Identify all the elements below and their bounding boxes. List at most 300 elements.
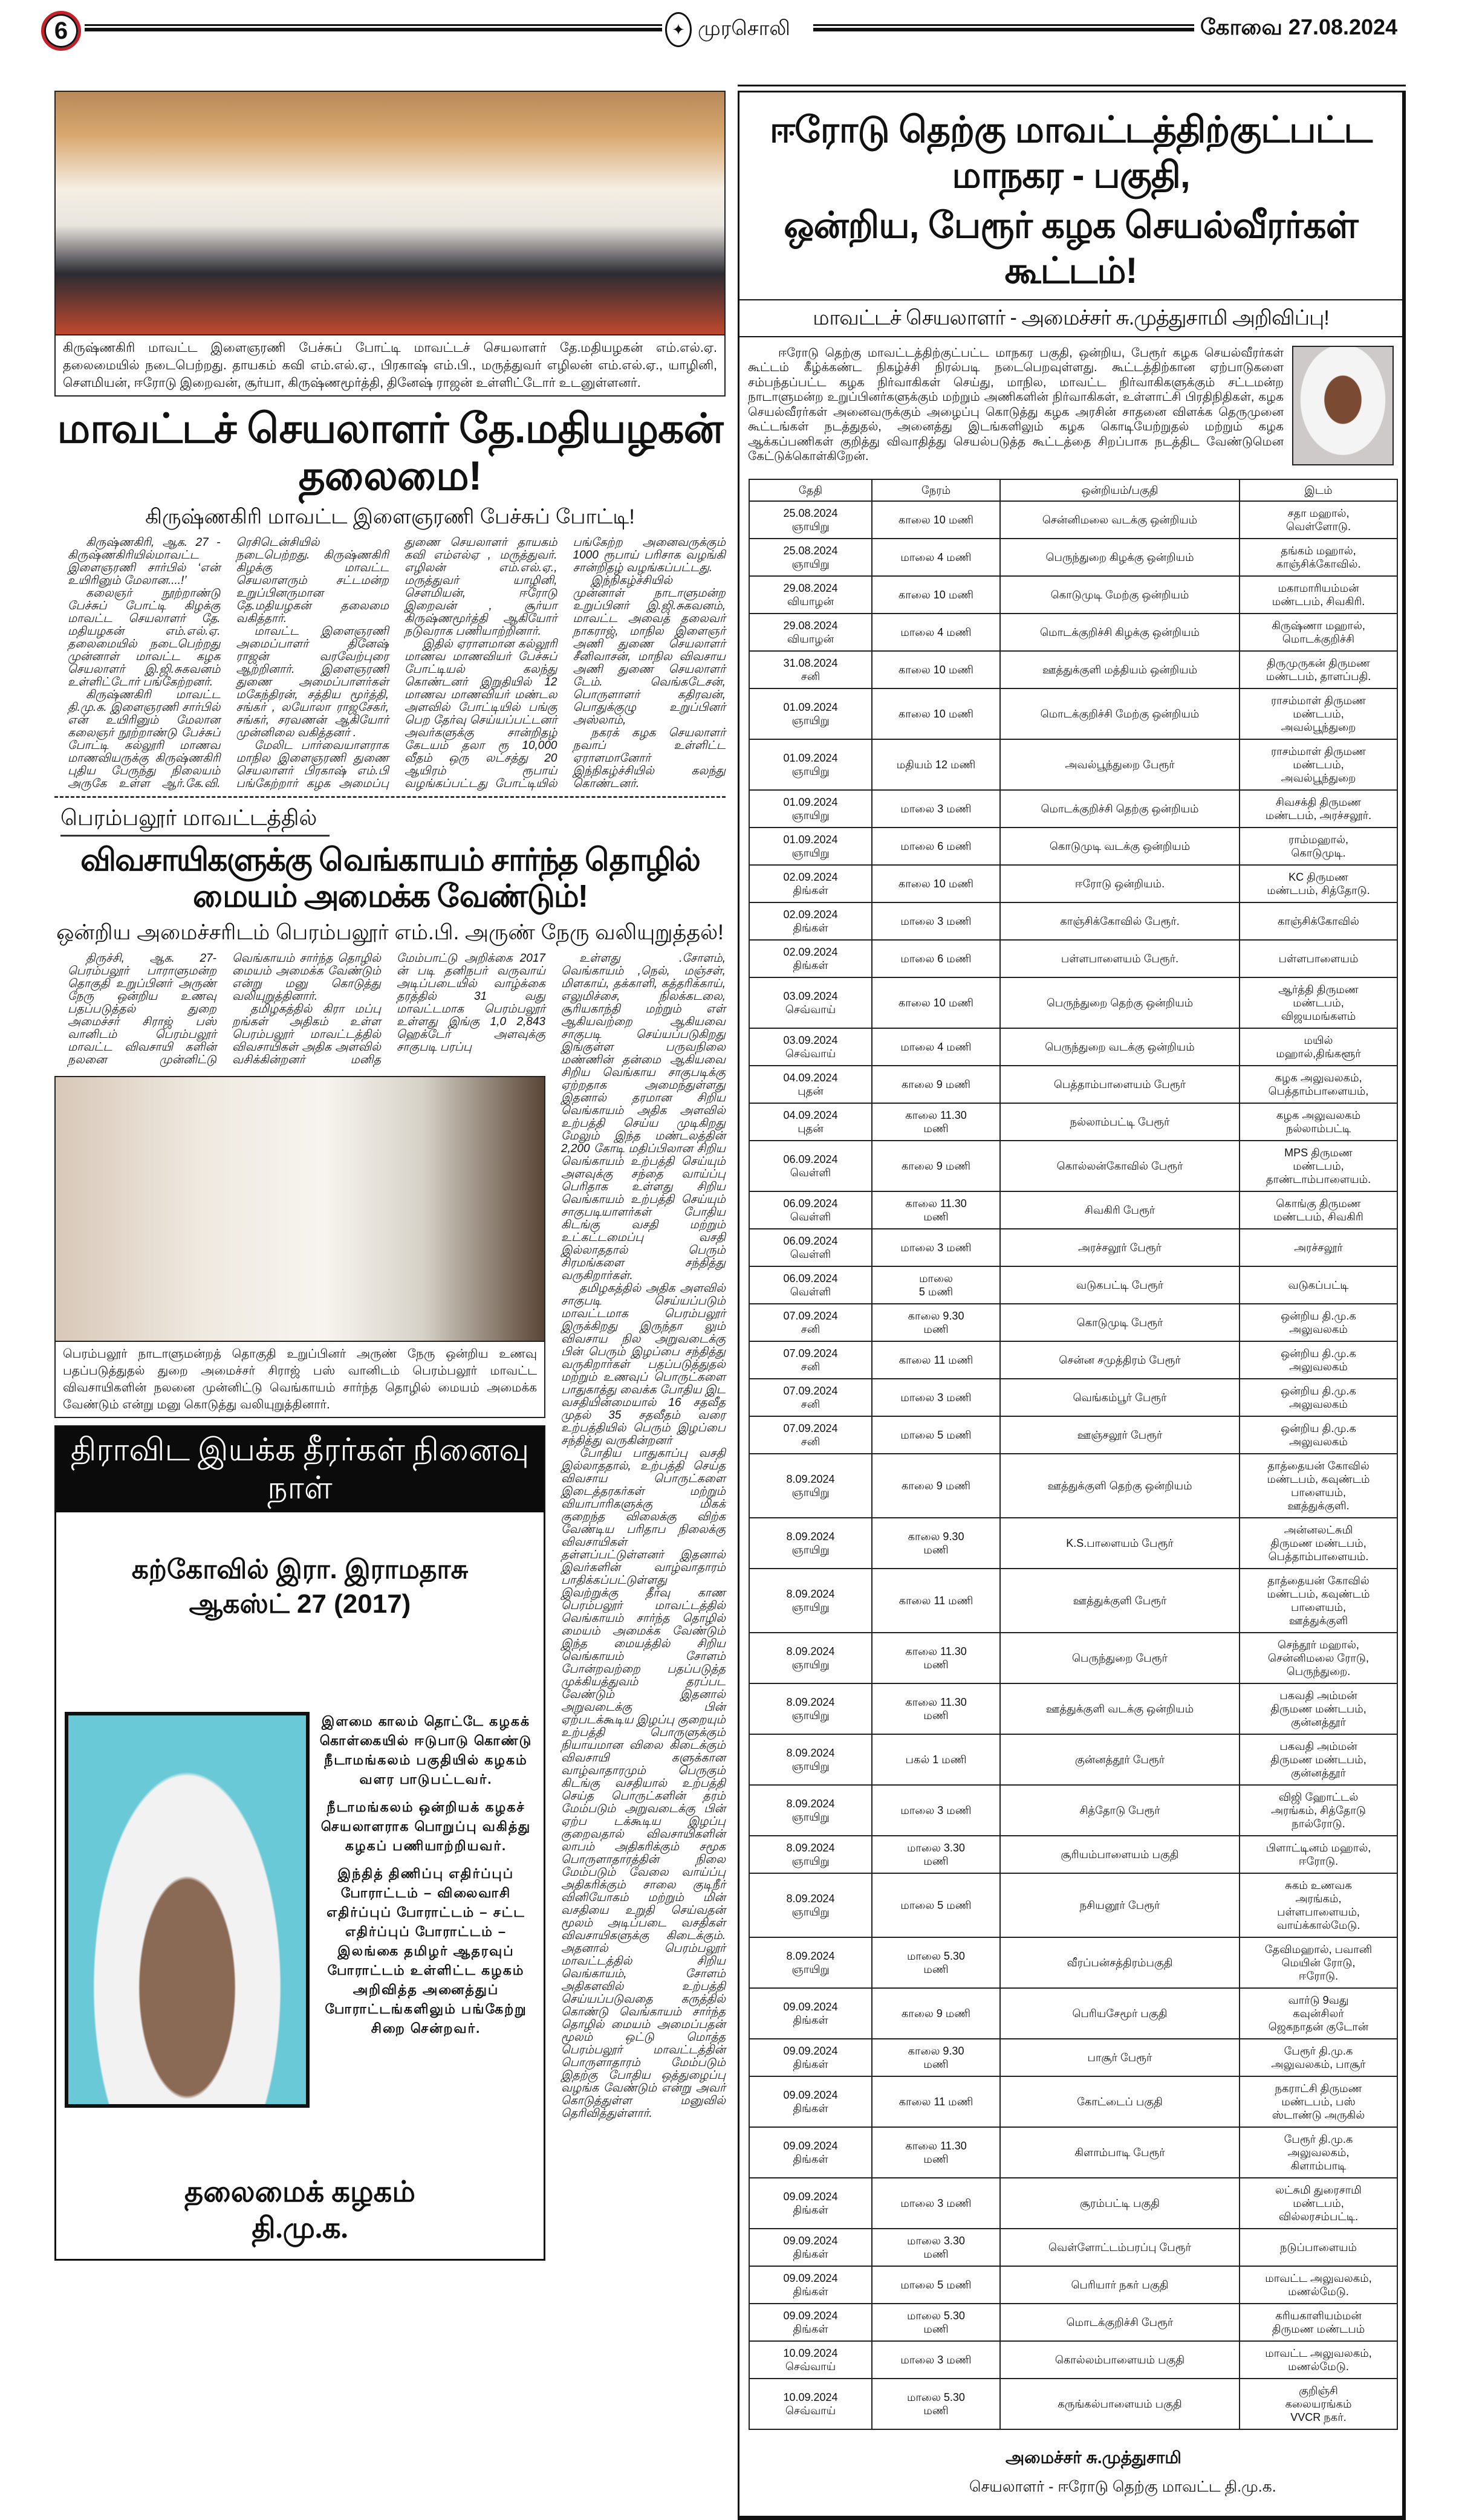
- venue-cell: மாவட்ட அலுவலகம், மணல்மேடு.: [1240, 2266, 1397, 2304]
- table-row: [749, 902, 1397, 940]
- column-header-time: நேரம்: [872, 479, 1000, 501]
- unit-cell: கொல்லன்கோவில் பேரூர்: [1000, 1141, 1240, 1191]
- date: 01.09.2024: [783, 751, 838, 764]
- left-column: [54, 91, 726, 2261]
- table-row: [749, 940, 1397, 977]
- weekday: வெள்ளி: [790, 1210, 831, 1223]
- weekday: திங்கள்: [793, 959, 828, 971]
- table-row: [749, 1304, 1397, 1341]
- date-cell: [749, 651, 872, 688]
- paragraph: கலைஞர் நூற்றாண்டு பேச்சுப் போட்டி கிழக்கு மாவட்ட செயலாளர் தே. மதியழகன் எம்.எல்.ஏ. தலைமையில் நடைபெற்றது முன்னாள் மாவட்ட கழக செயலாளர் இ.ஜி.சுகவனம் உள்ளிட்டோர் பங்கேற்றனர்.: [68, 586, 221, 688]
- weekday: திங்கள்: [793, 2013, 828, 2026]
- unit-cell: கிளாம்பாடி பேரூர்: [1000, 2127, 1240, 2178]
- paragraph: கிருஷ்ணகிரி, ஆக. 27 - கிருஷ்ணகிரியில்மாவட்ட இளைஞரணி சார்பில் ‘என் உயிரினும் மேலான....!’: [68, 536, 221, 587]
- paragraph: போதிய பாதுகாப்பு வசதி இல்லாததால், உற்பத்தி செய்த விவசாய பொருட்களை இடைத்தரகர்கள் மற்றும் வியாபாரிகளுக்கு மிகக் குறைந்த விலைக்கு விற்க வேண்டிய பரிதாப நிலைக்கு விவசாயிகள் தள்ளப்பட்டுள்ளனர் இதனால் இவர்களின் வாழ்வாதாரம் பாதிக்கப்பட்டுள்ளது இவற்றுக்கு தீர்வு காண பெரம்பலூர் மாவட்டத்தில் வெங்காயம் சார்ந்த தொழில் மையம் அமைக்க வேண்டும் இந்த மையத்தில் சிறிய வெங்காயம் சோளம் போன்றவற்றை பதப்படுத்த முக்கியத்துவம் தரப்பட வேண்டும் இதனால் அறுவடைக்கு பின் ஏற்படக்கூடிய இழப்பு குறையும் உற்பத்தி பொருளுக்கும் நியாயமான விலை கிடைக்கும் விவசாயி களுக்கான வாழ்வாதாரமும் பெருகும் கிடங்கு வசதியால் உற்பத்தி செய்த பொருட்களின் தரம் மேம்படும் அறுவடைக்கு பின் ஏற்ப டக்கூடிய இழப்பு குறைவதால் விவசாயிகளின் லாபம் அதிகரிக்கும் சமூக பொருளாதாரத்தின் நிலை மேம்படும் வேலை வாய்ப்பு அதிகரிக்கும் சாலை குடிநீர் வினியோகம் மற்றும் மின் வசதியை உறுதி செய்வதன் மூலம் அடிப்படை வசதிகள் விவசாயிகளுக்கு கிடைக்கும். அதனால் பெரம்பலூர் மாவட்டத்தில் சிறிய வெங்காயம், சோளம் அதிகளவில் உற்பத்தி செய்யப்படுவதை கருத்தில் கொண்டு வெங்காயம் சார்ந்த தொழில் மையம் அமைப்பதன் மூலம் ஒட்டு மொத்த பெரம்பலூர் மாவட்டத்தின் பொருளாதாரம் மேம்படும் இதற்கு போதிய ஒத்துழைப்பு வழங்க வேண்டும் என்று அவர் கொடுத்துள்ள மனுவில் தெரிவித்துள்ளார்.: [561, 1447, 726, 2120]
- time-cell: மாலை 5 மணி: [872, 1266, 1000, 1304]
- header-rule: [813, 24, 1194, 31]
- table-row: [749, 539, 1397, 576]
- unit-cell: ஊத்துக்குளி பேரூர்: [1000, 1569, 1240, 1633]
- unit-cell: ஊத்துக்குளி வடக்கு ஒன்றியம்: [1000, 1683, 1240, 1734]
- time-cell: காலை 9 மணி: [872, 1454, 1000, 1518]
- venue-cell: ராசம்மாள் திருமண மண்டபம், அவல்பூந்துறை: [1240, 688, 1397, 739]
- time-cell: மாலை 3.30 மணி: [872, 2229, 1000, 2266]
- date-cell: [749, 1683, 872, 1734]
- table-row: [749, 1191, 1397, 1229]
- time-cell: மாலை 3 மணி: [872, 2341, 1000, 2379]
- date-cell: [749, 688, 872, 739]
- date-cell: [749, 1379, 872, 1416]
- date: 07.09.2024: [783, 1422, 838, 1434]
- subheadline: கிருஷ்ணகிரி மாவட்ட இளைஞரணி பேச்சுப் போட்டி!: [145, 505, 635, 529]
- photo-caption: கிருஷ்ணகிரி மாவட்ட இளைஞரணி பேச்சுப் போட்டி மாவட்டச் செயலாளர் தே.மதியழகன் எம்.எல்.ஏ. தலைமையில் நடைபெற்றது. தாயகம் கவி எம்.எல்.ஏ., பிரகாஷ் எம்.பி., மருத்துவர் எழிலன் எம்.எல்.ஏ., யாழினி, சௌமியன், ஈரோடு இறைவன், சூர்யா, கிருஷ்ணமூர்த்தி, தினேஷ் ராஜன் உள்ளிட்டோர் உடனுள்ளனர்.: [54, 335, 726, 397]
- weekday: ஞாயிறு: [791, 1854, 830, 1867]
- date: 01.09.2024: [783, 833, 838, 846]
- date: 8.09.2024: [786, 1530, 835, 1543]
- paragraph: இந்நிகழ்ச்சியில் முன்னாள் நாடாளுமன்ற உறுப்பினர் இ.ஜி.சுகவனம், மாவட்ட அவைத் தலைவர் நாகராஜ், மாநில இளைஞர் அணி துணை செயலாளர் சீனிவாசன், மாநில விவசாய அணி துணை செயலாளர் டேம். வெங்கடேசன், பொருளாளர் கதிரவன், பொதுக்குழு உறுப்பினர் அஸ்லாம்,: [573, 574, 726, 727]
- table-row: [749, 2379, 1397, 2429]
- time-cell: மாலை 3 மணி: [872, 2178, 1000, 2229]
- date-cell: [749, 2039, 872, 2076]
- paragraph: உள்ளது .சோளம், வெங்காயம் ,நெல், மஞ்சள், மிளகாய், தக்காளி, கத்தரிக்காய், எலுமிச்சை, நிலக்கடலை, சூரியகாந்தி மற்றும் எள் ஆகியவற்றை ஆகியவை சாகுபடி செய்யப்படுகிறது இங்குள்ள பருவநிலை மண்ணின் தன்மை ஆகியவை சிறிய வெங்காய சாகுபடிக்கு ஏற்றதாக அமைந்துள்ளது இதனால் தரமான சிறிய வெங்காயம் அதிக அளவில் உற்பத்தி செய்ய முடிகிறது மேலும் இந்த மண்டலத்தின் 2,200 கோடி மதிப்பிலான சிறிய வெங்காயம் உற்பத்தி செய்யும் அளவுக்கு சந்தை வாய்ப்பு பெரிதாக உள்ளது சிறிய வெங்காயம் உற்பத்தி செய்யும் சாகுபடியாளர்கள் போதிய கிடங்கு வசதி மற்றும் உட்கட்டமைப்பு வசதி இல்லாததால் பெரும் சிரமங்களை சந்தித்து வருகிறார்கள்.: [561, 952, 726, 1283]
- story2-layout: [54, 952, 726, 2261]
- venue-cell: ஒன்றிய தி.மு.க அலுவலகம்: [1240, 1379, 1397, 1416]
- table-row: [749, 2127, 1397, 2178]
- venue-cell: தாத்தையன் கோவில் மண்டபம், கவுண்டம் பாளையம், ஊத்துக்குளி: [1240, 1569, 1397, 1633]
- time-cell: மாலை 5 மணி: [872, 1416, 1000, 1454]
- unit-cell: கோட்டைப் பகுதி: [1000, 2076, 1240, 2127]
- time-cell: மாலை 4 மணி: [872, 1028, 1000, 1066]
- venue-cell: சதா மஹால், வெள்ளோடு.: [1240, 501, 1397, 539]
- venue-cell: MPS திருமண மண்டபம், தாண்டாம்பாளையம்.: [1240, 1141, 1397, 1191]
- date: 01.09.2024: [783, 795, 838, 808]
- weekday: திங்கள்: [793, 921, 828, 934]
- time-cell: மாலை 5.30 மணி: [872, 1937, 1000, 1988]
- table-row: [749, 1454, 1397, 1518]
- date-cell: [749, 1873, 872, 1937]
- date-cell: [749, 1028, 872, 1066]
- table-row: [749, 1683, 1397, 1734]
- venue-cell: கிருஷ்ணா மஹால், மொடக்குறிச்சி: [1240, 614, 1397, 651]
- paragraph: திருச்சி, ஆக. 27- பெரம்பலூர் பாராளுமன்ற தொகுதி உறுப்பினர் அருண் நேரு ஒன்றிய உணவு பதப்படுத்தல் துறை அமைச்சர் சிராஜ் பஸ் வானிடம் பெரம்பலூர் மாவட்ட விவசாயி களின் நலனை முன்னிட்டு வெங்காயம் சார்ந்த தொழில் மையம் அமைக்க வேண்டும் என்று மனு கொடுத்து வலியுறுத்தினார்.: [68, 952, 381, 1067]
- column-header-date: தேதி: [749, 479, 872, 501]
- table-row: [749, 1066, 1397, 1103]
- date: 01.09.2024: [783, 701, 838, 713]
- notice-subtitle: மாவட்டச் செயலாளர் - அமைச்சர் சு.முத்துசாமி அறிவிப்பு!: [813, 306, 1329, 329]
- paragraph: நகரக் கழக செயலாளர் நவாப் உள்ளிட்ட ஏராளமானோர் இந்நிகழ்ச்சியில் கலந்து கொண்டனர்.: [573, 726, 726, 790]
- weekday: செவ்வாய்: [785, 1047, 836, 1060]
- unit-cell: கொல்லம்பாளையம் பகுதி: [1000, 2341, 1240, 2379]
- weekday: ஞாயிறு: [791, 520, 830, 533]
- table-row: [749, 2266, 1397, 2304]
- date-cell: [749, 2341, 872, 2379]
- rooster-emblem-icon: ✦: [665, 12, 692, 47]
- time-cell: காலை 9.30 மணி: [872, 2039, 1000, 2076]
- venue-cell: ஒன்றிய தி.மு.க அலுவலகம்: [1240, 1416, 1397, 1454]
- date-cell: [749, 865, 872, 902]
- date-cell: [749, 790, 872, 828]
- meeting-schedule-notice: [738, 91, 1406, 2520]
- date: 10.09.2024: [783, 2391, 838, 2403]
- date: 09.09.2024: [783, 2272, 838, 2284]
- masthead-logo: [665, 12, 790, 47]
- date: 09.09.2024: [783, 2000, 838, 2013]
- date-cell: [749, 1141, 872, 1191]
- unit-cell: K.S.பாளையம் பேரூர்: [1000, 1518, 1240, 1569]
- unit-cell: சென்னிமலை வடக்கு ஒன்றியம்: [1000, 501, 1240, 539]
- date: 8.09.2024: [786, 1841, 835, 1854]
- time-cell: மாலை 4 மணி: [872, 614, 1000, 651]
- venue-cell: KC திருமண மண்டபம், சித்தோடு.: [1240, 865, 1397, 902]
- date: 04.09.2024: [783, 1071, 838, 1084]
- date-cell: [749, 2076, 872, 2127]
- unit-cell: பெருந்துறை பேரூர்: [1000, 1633, 1240, 1683]
- unit-cell: கொடுமுடி வடக்கு ஒன்றியம்: [1000, 828, 1240, 865]
- weekday: திங்கள்: [793, 2285, 828, 2298]
- weekday: திங்கள்: [793, 2247, 828, 2260]
- venue-cell: அரச்சலூர்: [1240, 1229, 1397, 1266]
- portrait-photo: [65, 1712, 310, 2108]
- unit-cell: ஊஞ்சலூர் பேரூர்: [1000, 1416, 1240, 1454]
- venue-cell: குறிஞ்சி கலையரங்கம் VVCR நகர்.: [1240, 2379, 1397, 2429]
- time-cell: காலை 11.30 மணி: [872, 1633, 1000, 1683]
- weekday: ஞாயிறு: [791, 846, 830, 859]
- date: 09.09.2024: [783, 2309, 838, 2322]
- table-row: [749, 1518, 1397, 1569]
- headline: மாவட்டச் செயலாளர் தே.மதியழகன் தலைமை!: [57, 406, 723, 499]
- weekday: திங்கள்: [793, 2152, 828, 2165]
- table-row: [749, 1341, 1397, 1379]
- notice-intro: ஈரோடு தெற்கு மாவட்டத்திற்குட்பட்ட மாநகர பகுதி, ஒன்றிய, பேரூர் கழக செயல்வீரர்கள் கூட்டம் கீழ்க்கண்ட நிகழ்ச்சி நிரல்படி நடைபெறவுள்ளது. கூட்டத்திற்கான ஏற்பாடுகளை சம்பந்தப்பட்ட கழக நிர்வாகிகள் செய்து, மாநில, மாவட்ட நிர்வாகிகளுக்கும் சட்டமன்ற நாடாளுமன்ற உறுப்பினர்களுக்கும் மற்றும் அணிகளின் நிர்வாகிகள், உள்ளாட்சி பிரதிநிதிகள், கழக செயல்வீரர்கள் அனைவருக்கும் அழைப்பு கொடுத்து கழக அரசின் சாதனை விளக்க தெருமுனை கூட்டங்கள் நடத்துதல், அனைத்து இடங்களிலும் கழக கொடியேற்றுதல் மற்றும் கழக ஆக்கப்பணிகள் குறித்து விவாதித்து செயல்படுத்த கூட்டத்தை சிறப்பாக நடத்திட வேண்டுமென கேட்டுக்கொள்கிறேன்.: [748, 346, 1284, 463]
- date: 8.09.2024: [786, 1892, 835, 1905]
- unit-cell: நல்லாம்பட்டி பேரூர்: [1000, 1103, 1240, 1141]
- date-cell: [749, 2304, 872, 2341]
- date-cell: [749, 1229, 872, 1266]
- table-row: [749, 1229, 1397, 1266]
- date-cell: [749, 1191, 872, 1229]
- time-cell: மாலை 5.30 மணி: [872, 2379, 1000, 2429]
- date-cell: [749, 614, 872, 651]
- header-rule: [85, 24, 662, 31]
- weekday: செவ்வாய்: [785, 2404, 836, 2417]
- section-rule: [738, 85, 1406, 86]
- weekday: திங்கள்: [793, 2322, 828, 2335]
- memorial-text: [317, 1712, 535, 2108]
- unit-cell: மொடக்குறிச்சி தெற்கு ஒன்றியம்: [1000, 790, 1240, 828]
- date-cell: [749, 2266, 872, 2304]
- time-cell: மாலை 5.30 மணி: [872, 2304, 1000, 2341]
- notice-title-line2: ஒன்றிய, பேரூர் கழக செயல்வீரர்கள் கூட்டம்!: [784, 205, 1358, 291]
- notice-title-line1: ஈரோடு தெற்கு மாவட்டத்திற்குட்பட்ட மாநகர - பகுதி,: [769, 109, 1373, 195]
- paragraph: மேலிட பார்வையாளராக மாநில இளைஞரணி துணை செயலாளர் பிரகாஷ் எம்.பி பங்கேற்றார் கழக அமைப்பு துணை செயலாளர் தாயகம் கவி எம்எல்ஏ , மருத்துவர். எழிலன் எம்.எல்.ஏ., மருத்துவர் யாழினி, சௌமியன், ஈரோடு இறைவன் , சூர்யா கிருஷ்ணமூர்த்தி ஆகியோர் நடுவராக பணியாற்றினார்.: [236, 536, 557, 790]
- time-cell: மாலை 3 மணி: [872, 790, 1000, 828]
- unit-cell: பெருந்துறை தெற்கு ஒன்றியம்: [1000, 977, 1240, 1028]
- time-cell: மாலை 3.30 மணி: [872, 1836, 1000, 1873]
- venue-cell: பேரூர் தி.மு.க அலுவலகம், கிளாம்பாடி: [1240, 2127, 1397, 2178]
- venue-cell: பிளாட்டினம் மஹால், ஈரோடு.: [1240, 1836, 1397, 1873]
- weekday: திங்கள்: [793, 2102, 828, 2114]
- weekday: சனி: [801, 1323, 820, 1335]
- table-row: [749, 1734, 1397, 1785]
- unit-cell: சித்தோடு பேரூர்: [1000, 1785, 1240, 1836]
- date-cell: [749, 902, 872, 940]
- date: 04.09.2024: [783, 1109, 838, 1121]
- unit-cell: பள்ளபாளையம் பேரூர்.: [1000, 940, 1240, 977]
- date: 10.09.2024: [783, 2347, 838, 2359]
- weekday: திங்கள்: [793, 884, 828, 896]
- memorial-date: ஆகஸ்ட் 27 (2017): [189, 1589, 411, 1619]
- date-cell: [749, 1785, 872, 1836]
- unit-cell: பெருந்துறை வடக்கு ஒன்றியம்: [1000, 1028, 1240, 1066]
- venue-cell: பள்ளபாளையம்: [1240, 940, 1397, 977]
- table-row: [749, 688, 1397, 739]
- table-row: [749, 501, 1397, 539]
- table-row: [749, 2076, 1397, 2127]
- article-body: [54, 536, 726, 790]
- date-cell: [749, 1518, 872, 1569]
- date-cell: [749, 2127, 872, 2178]
- venue-cell: ஆர்த்தி திருமண மண்டபம், விஜயமங்களம்: [1240, 977, 1397, 1028]
- date-cell: [749, 1569, 872, 1633]
- paragraph: மாவட்ட இளைஞரணி அமைப்பாளர் தினேஷ் ராஜன் வரவேற்புரை ஆற்றினார். இளைஞரணி துணை அமைப்பாளர்கள் மகேந்திரன், சத்திய மூர்த்தி, சங்கர் , லயோலா ராஜசேகர், சங்கர், சரவணன் ஆகியோர் முன்னிலை வகித்தனர் .: [236, 624, 389, 739]
- schedule-table: [749, 479, 1398, 2430]
- table-row: [749, 739, 1397, 790]
- date: 8.09.2024: [786, 1746, 835, 1759]
- masthead-name: முரசொலி: [698, 16, 790, 40]
- weekday: ஞாயிறு: [791, 1658, 830, 1671]
- venue-cell: சுகம் உணவக அரங்கம், பள்ளபாளையம், வாய்க்கால்மேடு.: [1240, 1873, 1397, 1937]
- weekday: ஞாயிறு: [791, 714, 830, 727]
- date-cell: [749, 1836, 872, 1873]
- headline: விவசாயிகளுக்கு வெங்காயம் சார்ந்த தொழில் மையம் அமைக்க வேண்டும்!: [80, 842, 700, 914]
- date: 09.09.2024: [783, 2190, 838, 2203]
- date-cell: [749, 977, 872, 1028]
- unit-cell: அவல்பூந்துறை பேரூர்: [1000, 739, 1240, 790]
- story2-main: [54, 952, 545, 2261]
- date: 09.09.2024: [783, 2234, 838, 2247]
- date: 8.09.2024: [786, 1587, 835, 1600]
- paragraph: தமிழகத்தில் அதிக அளவில் சாகுபடி செய்யப்படும் மாவட்டமாக பெரம்பலூர் இருக்கிறது இருந்தா லும் விவசாய நில அறுவடைக்கு பின் பெரும் இழப்பை சந்தித்து வருகிறார்கள் பதப்படுத்துதல் மற்றும் உணவுப் பொருட்களை பாதுகாத்து வைக்க போதிய இட வசதியின்மையால் 16 சதவீத முதல் 35 சதவீதம் வரை உற்பத்தியில் பெரும் இழப்பை சந்தித்து வருகின்றனர்: [561, 1282, 726, 1448]
- date: 02.09.2024: [783, 945, 838, 958]
- date-cell: [749, 1266, 872, 1304]
- paragraph: தமிழகத்தில் கிரா மப்பு றங்கள் அதிகம் உள்ள பெரம்பலூர் மாவட்டத்தில் விவசாயிகள் அதிக அளவில் வசிக்கின்றனர் மனித மேம்பாட்டு அறிக்கை 2017 ன் படி தனிநபர் வருவாய் அடிப்படையில் வாழ்க்கை தரத்தில் 31 வது மாவட்டமாக பெரம்பலூர் உள்ளது இங்கு 1,0 2,843 ஹெக்டேர் அளவுக்கு சாகுபடி பரப்பு: [232, 952, 545, 1067]
- venue-cell: ஒன்றிய தி.மு.க அலுவலகம்: [1240, 1341, 1397, 1379]
- date-cell: [749, 739, 872, 790]
- weekday: ஞாயிறு: [791, 1810, 830, 1823]
- table-row: [749, 1633, 1397, 1683]
- venue-cell: லட்சுமி துரைசாமி மண்டபம், வில்லரசம்பட்டி.: [1240, 2178, 1397, 2229]
- date: 25.08.2024: [783, 507, 838, 519]
- memorial-notice: [54, 1425, 545, 2261]
- date: 06.09.2024: [783, 1197, 838, 1210]
- paragraph: இளமை காலம் தொட்டே கழகக் கொள்கையில் ஈடுபாடு கொண்டு நீடாமங்கலம் பகுதியில் கழகம் வளர பாடுபட்டவர்.: [319, 1714, 533, 1787]
- table-row: [749, 1988, 1397, 2039]
- unit-cell: வெள்ளோட்டம்பரப்பு பேரூர்: [1000, 2229, 1240, 2266]
- date-cell: [749, 2178, 872, 2229]
- date-cell: [749, 1103, 872, 1141]
- venue-cell: தங்கம் மஹால், காஞ்சிக்கோவில்.: [1240, 539, 1397, 576]
- date: 31.08.2024: [783, 656, 838, 669]
- weekday: சனி: [801, 1398, 820, 1410]
- date-cell: [749, 1988, 872, 2039]
- table-row: [749, 828, 1397, 865]
- weekday: புதன்: [798, 1084, 824, 1097]
- table-row: [749, 1416, 1397, 1454]
- weekday: திங்கள்: [793, 2203, 828, 2216]
- article-body-continued: [561, 952, 726, 2120]
- time-cell: காலை 10 மணி: [872, 576, 1000, 614]
- time-cell: மதியம் 12 மணி: [872, 739, 1000, 790]
- weekday: ஞாயிறு: [791, 765, 830, 777]
- time-cell: காலை 11.30 மணி: [872, 2127, 1000, 2178]
- unit-cell: சிவகிரி பேரூர்: [1000, 1191, 1240, 1229]
- unit-cell: சென்ன சமுத்திரம் பேரூர்: [1000, 1341, 1240, 1379]
- venue-cell: வடுகப்பட்டி: [1240, 1266, 1397, 1304]
- youth-wing-event-photo: [54, 91, 726, 335]
- venue-cell: நடுப்பாளையம்: [1240, 2229, 1397, 2266]
- table-row: [749, 1836, 1397, 1873]
- table-row: [749, 2039, 1397, 2076]
- table-row: [749, 1937, 1397, 1988]
- weekday: வெள்ளி: [790, 1285, 831, 1298]
- unit-cell: கொடுமுடி பேரூர்: [1000, 1304, 1240, 1341]
- date: 29.08.2024: [783, 619, 838, 632]
- date: 09.09.2024: [783, 2044, 838, 2057]
- venue-cell: மகாமாரியம்மன் மண்டபம், சிவகிரி.: [1240, 576, 1397, 614]
- unit-cell: சூரியம்பாளையம் பகுதி: [1000, 1836, 1240, 1873]
- table-row: [749, 2229, 1397, 2266]
- weekday: ஞாயிறு: [791, 557, 830, 570]
- unit-cell: கருங்கல்பாளையம் பகுதி: [1000, 2379, 1240, 2429]
- paragraph: கிருஷ்ணகிரி மாவட்ட தி.மு.க. இளைஞரணி சார்பில் என் உயிரினும் மேலான கலைஞர் நூற்றாண்டு பேச்சுப் போட்டி கல்லூரி மாணவ மாணவியருக்கு கிருஷ்ணகிரி புதிய பேருந்து நிலையம் அருகே உள்ள ஆர்.கே.வி. ரெசிடென்சியில் நடைபெற்றது. கிருஷ்ணகிரி கிழக்கு மாவட்ட செயலாளரும் சட்டமன்ற உறுப்பினருமான தே.மதியழகன் தலைமை வகித்தார்.: [68, 536, 389, 790]
- venue-cell: விஜி ஹோட்டல் அரங்கம், சித்தோடு நால்ரோடு.: [1240, 1785, 1397, 1836]
- weekday: ஞாயிறு: [791, 1709, 830, 1722]
- time-cell: காலை 11 மணி: [872, 1341, 1000, 1379]
- table-row: [749, 576, 1397, 614]
- time-cell: காலை 11.30 மணி: [872, 1683, 1000, 1734]
- weekday: புதன்: [798, 1122, 824, 1135]
- table-row: [749, 651, 1397, 688]
- date-cell: [749, 1416, 872, 1454]
- unit-cell: மொடக்குறிச்சி கிழக்கு ஒன்றியம்: [1000, 614, 1240, 651]
- signature-title: செயலாளர் - ஈரோடு தெற்கு மாவட்ட தி.மு.க.: [969, 2478, 1276, 2495]
- table-row: [749, 614, 1397, 651]
- date-cell: [749, 1937, 872, 1988]
- date-cell: [749, 501, 872, 539]
- venue-cell: நகராட்சி திருமண மண்டபம், பஸ் ஸ்டாண்டு அருகில்: [1240, 2076, 1397, 2127]
- column-header-venue: இடம்: [1240, 479, 1397, 501]
- venue-cell: பகவதி அம்மன் திருமண மண்டபம், குன்னத்தூர்: [1240, 1683, 1397, 1734]
- memorial-body: [56, 1712, 544, 2108]
- time-cell: காலை 11.30 மணி: [872, 1103, 1000, 1141]
- minister-portrait: [1292, 346, 1394, 465]
- time-cell: பகல் 1 மணி: [872, 1734, 1000, 1785]
- venue-cell: வார்டு 9வது கவுன்சிலர் ஜெகநாதன் குடோன்: [1240, 1988, 1397, 2039]
- table-header-row: [749, 479, 1397, 501]
- edition-date: கோவை 27.08.2024: [1200, 15, 1398, 39]
- weekday: ஞாயிறு: [791, 1905, 830, 1918]
- date-cell: [749, 1633, 872, 1683]
- unit-cell: குன்னத்தூர் பேரூர்: [1000, 1734, 1240, 1785]
- divider: [739, 299, 1402, 300]
- date: 07.09.2024: [783, 1384, 838, 1397]
- date-cell: [749, 2229, 872, 2266]
- table-row: [749, 1028, 1397, 1066]
- unit-cell: ஊத்துக்குளி தெற்கு ஒன்றியம்: [1000, 1454, 1240, 1518]
- venue-cell: பேரூர் தி.மு.க அலுவலகம், பாசூர்: [1240, 2039, 1397, 2076]
- table-row: [749, 865, 1397, 902]
- time-cell: மாலை 3 மணி: [872, 1229, 1000, 1266]
- time-cell: மாலை 3 மணி: [872, 1379, 1000, 1416]
- weekday: சனி: [801, 670, 820, 682]
- venue-cell: செந்தூர் மஹால், சென்னிமலை ரோடு, பெருந்துறை.: [1240, 1633, 1397, 1683]
- weekday: சனி: [801, 1360, 820, 1373]
- time-cell: மாலை 3 மணி: [872, 902, 1000, 940]
- weekday: ஞாயிறு: [791, 809, 830, 821]
- date-cell: [749, 1454, 872, 1518]
- date: 8.09.2024: [786, 1949, 835, 1962]
- time-cell: மாலை 6 மணி: [872, 828, 1000, 865]
- time-cell: மாலை 6 மணி: [872, 940, 1000, 977]
- date-cell: [749, 539, 872, 576]
- table-row: [749, 2178, 1397, 2229]
- kicker: பெரம்பலூர் மாவட்டத்தில்: [60, 804, 330, 837]
- table-row: [749, 1785, 1397, 1836]
- table-row: [749, 1873, 1397, 1937]
- unit-cell: பெருந்துறை கிழக்கு ஒன்றியம்: [1000, 539, 1240, 576]
- date-cell: [749, 2379, 872, 2429]
- time-cell: காலை 10 மணி: [872, 501, 1000, 539]
- time-cell: காலை 9 மணி: [872, 1988, 1000, 2039]
- unit-cell: பெத்தாம்பாளையம் பேரூர்: [1000, 1066, 1240, 1103]
- venue-cell: ராசம்மாள் திருமண மண்டபம், அவல்பூந்துறை: [1240, 739, 1397, 790]
- unit-cell: பெரியார் நகர் பகுதி: [1000, 2266, 1240, 2304]
- notice-intro-row: [739, 337, 1402, 465]
- venue-cell: ஒன்றிய தி.மு.க அலுவலகம்: [1240, 1304, 1397, 1341]
- weekday: ஞாயிறு: [791, 1963, 830, 1975]
- table-row: [749, 2341, 1397, 2379]
- weekday: சனி: [801, 1435, 820, 1448]
- date: 02.09.2024: [783, 908, 838, 921]
- unit-cell: மொடக்குறிச்சி மேற்கு ஒன்றியம்: [1000, 688, 1240, 739]
- unit-cell: ஊத்துக்குளி மத்தியம் ஒன்றியம்: [1000, 651, 1240, 688]
- date-cell: [749, 828, 872, 865]
- weekday: ஞாயிறு: [791, 1601, 830, 1613]
- time-cell: மாலை 5 மணி: [872, 2266, 1000, 2304]
- date: 8.09.2024: [786, 1797, 835, 1810]
- time-cell: காலை 9.30 மணி: [872, 1518, 1000, 1569]
- weekday: ஞாயிறு: [791, 1760, 830, 1772]
- date: 06.09.2024: [783, 1153, 838, 1165]
- column-header-unit: ஒன்றியம்/பகுதி: [1000, 479, 1240, 501]
- time-cell: காலை 10 மணி: [872, 688, 1000, 739]
- venue-cell: கரியகாளியம்மன் திருமண மண்டபம்: [1240, 2304, 1397, 2341]
- time-cell: காலை 10 மணி: [872, 865, 1000, 902]
- time-cell: காலை 10 மணி: [872, 651, 1000, 688]
- table-row: [749, 1103, 1397, 1141]
- weekday: ஞாயிறு: [791, 1543, 830, 1556]
- venue-cell: மாவட்ட அலுவலகம், மணல்மேடு.: [1240, 2341, 1397, 2379]
- date: 29.08.2024: [783, 581, 838, 594]
- date: 8.09.2024: [786, 1645, 835, 1657]
- date-cell: [749, 940, 872, 977]
- unit-cell: அரச்சலூர் பேரூர்: [1000, 1229, 1240, 1266]
- time-cell: காலை 11 மணி: [872, 2076, 1000, 2127]
- venue-cell: கொங்கு திருமண மண்டபம், சிவகிரி: [1240, 1191, 1397, 1229]
- page-number: 6: [41, 11, 81, 51]
- time-cell: காலை 10 மணி: [872, 977, 1000, 1028]
- weekday: வெள்ளி: [790, 1248, 831, 1260]
- section-divider: [54, 796, 726, 798]
